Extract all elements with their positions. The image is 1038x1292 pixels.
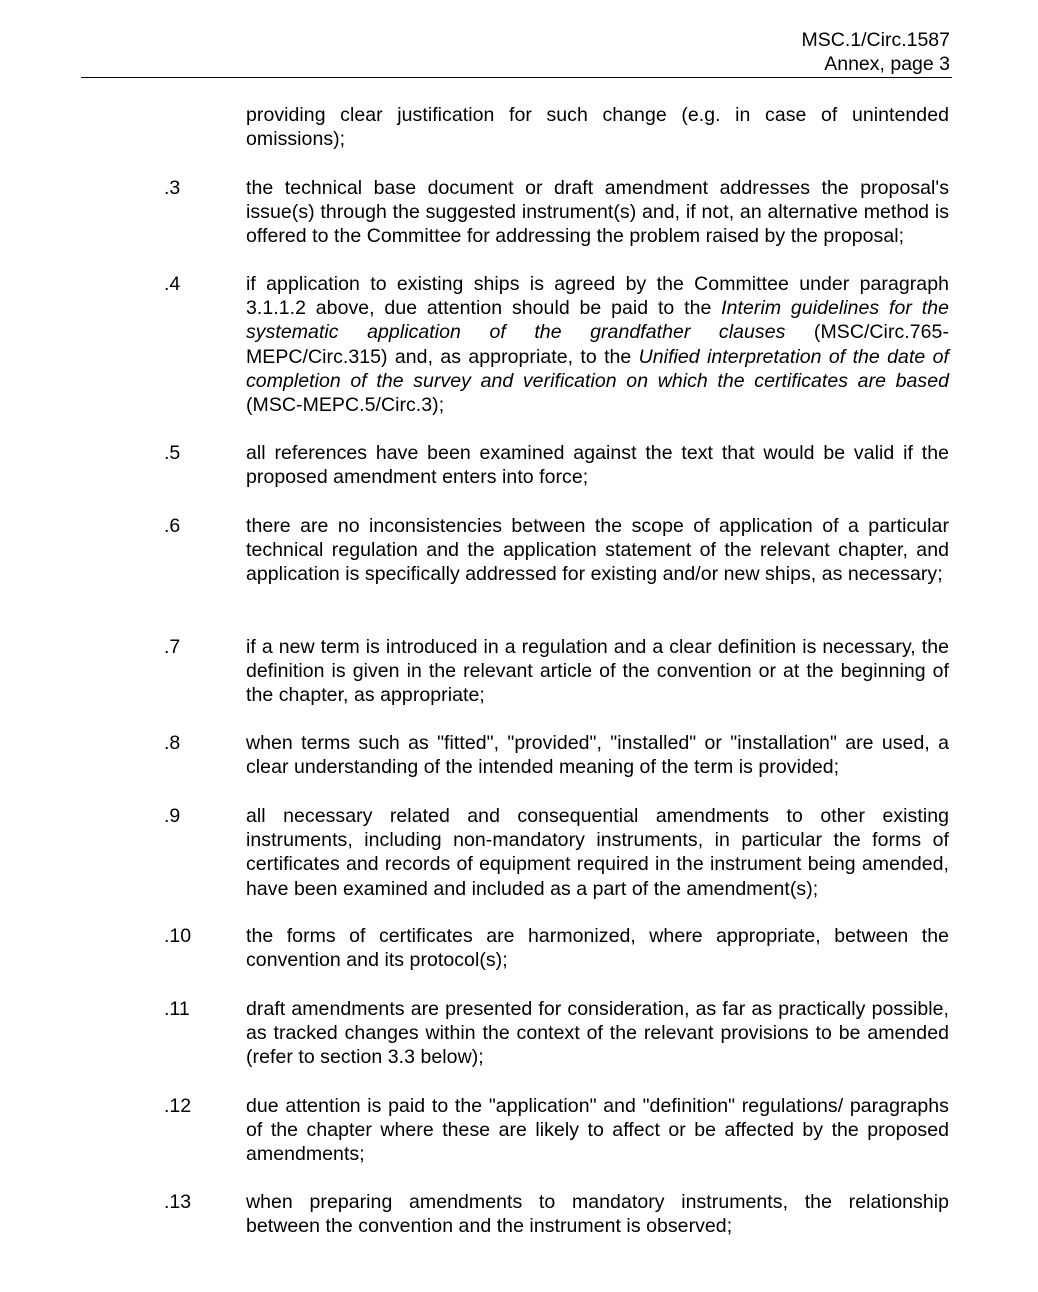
item-text: when preparing amendments to mandatory instruments, the relationship between the convention and the instrument is observed; bbox=[246, 1191, 949, 1238]
item-number: .10 bbox=[164, 925, 192, 947]
item-text: the technical base document or draft amendment addresses the proposal's issue(s) through the suggested instrument(s) and, if not, an alternative method is offered to the Committee for addressing the problem raised by the proposal; bbox=[246, 177, 949, 248]
item-text: all necessary related and consequential amendments to other existing instruments, including non-mandatory instruments, in particular the forms of certificates and records of equipment required in the instrument being amended, have been examined and included as a part of the amendment(s); bbox=[246, 805, 949, 900]
item-number: .4 bbox=[164, 273, 181, 295]
item-number: .6 bbox=[164, 515, 181, 537]
item-text: draft amendments are presented for consideration, as far as practically possible, as tracked changes within the context of the relevant provisions to be amended (refer to section 3.3 below); bbox=[246, 998, 949, 1069]
unified-interpretation-title: Unified interpretation of the date of completion of the survey and verification on which the certificates are based bbox=[246, 345, 949, 392]
item-text bbox=[246, 272, 949, 417]
interim-guidelines-title: Interim guidelines for the systematic application of the grandfather clauses bbox=[246, 297, 949, 344]
item-number: .11 bbox=[164, 998, 190, 1020]
item-number: .7 bbox=[164, 636, 181, 658]
item-text-part: if application to existing ships is agreed by the Committee under paragraph 3.1.1.2 above, due attention should be paid to the bbox=[246, 273, 949, 320]
paragraph-text: providing clear justification for such change (e.g. in case of unintended omissions); bbox=[246, 104, 949, 151]
page-reference: Annex, page 3 bbox=[824, 53, 950, 75]
item-number: .12 bbox=[164, 1095, 192, 1117]
item-number: .3 bbox=[164, 177, 181, 199]
item-text: all references have been examined against the text that would be valid if the proposed amendment enters into force; bbox=[246, 442, 949, 489]
item-number: .13 bbox=[164, 1191, 192, 1213]
item-text: if a new term is introduced in a regulation and a clear definition is necessary, the definition is given in the relevant article of the convention or at the beginning of the chapter, as appropriate; bbox=[246, 636, 949, 707]
header-rule bbox=[81, 77, 952, 78]
item-text-part: (MSC-MEPC.5/Circ.3); bbox=[246, 394, 445, 417]
item-number: .5 bbox=[164, 442, 181, 464]
item-text-part: (MSC/Circ.765-MEPC/Circ.315) and, as appropriate, to the bbox=[246, 321, 949, 368]
item-text: when terms such as "fitted", "provided", "installed" or "installation" are used, a clear understanding of the intended meaning of the term is provided; bbox=[246, 732, 949, 779]
document-reference: MSC.1/Circ.1587 bbox=[801, 29, 950, 51]
item-text: the forms of certificates are harmonized, where appropriate, between the convention and its protocol(s); bbox=[246, 925, 949, 972]
item-text: there are no inconsistencies between the scope of application of a particular technical regulation and the application statement of the relevant chapter, and application is specifically addressed for existing and/or new ships, as necessary; bbox=[246, 515, 949, 586]
item-number: .9 bbox=[164, 805, 181, 827]
page-header bbox=[802, 28, 950, 76]
item-number: .8 bbox=[164, 732, 181, 754]
item-text: due attention is paid to the "application" and "definition" regulations/ paragraphs of the chapter where these are likely to affect or be affected by the proposed amendments; bbox=[246, 1095, 949, 1166]
